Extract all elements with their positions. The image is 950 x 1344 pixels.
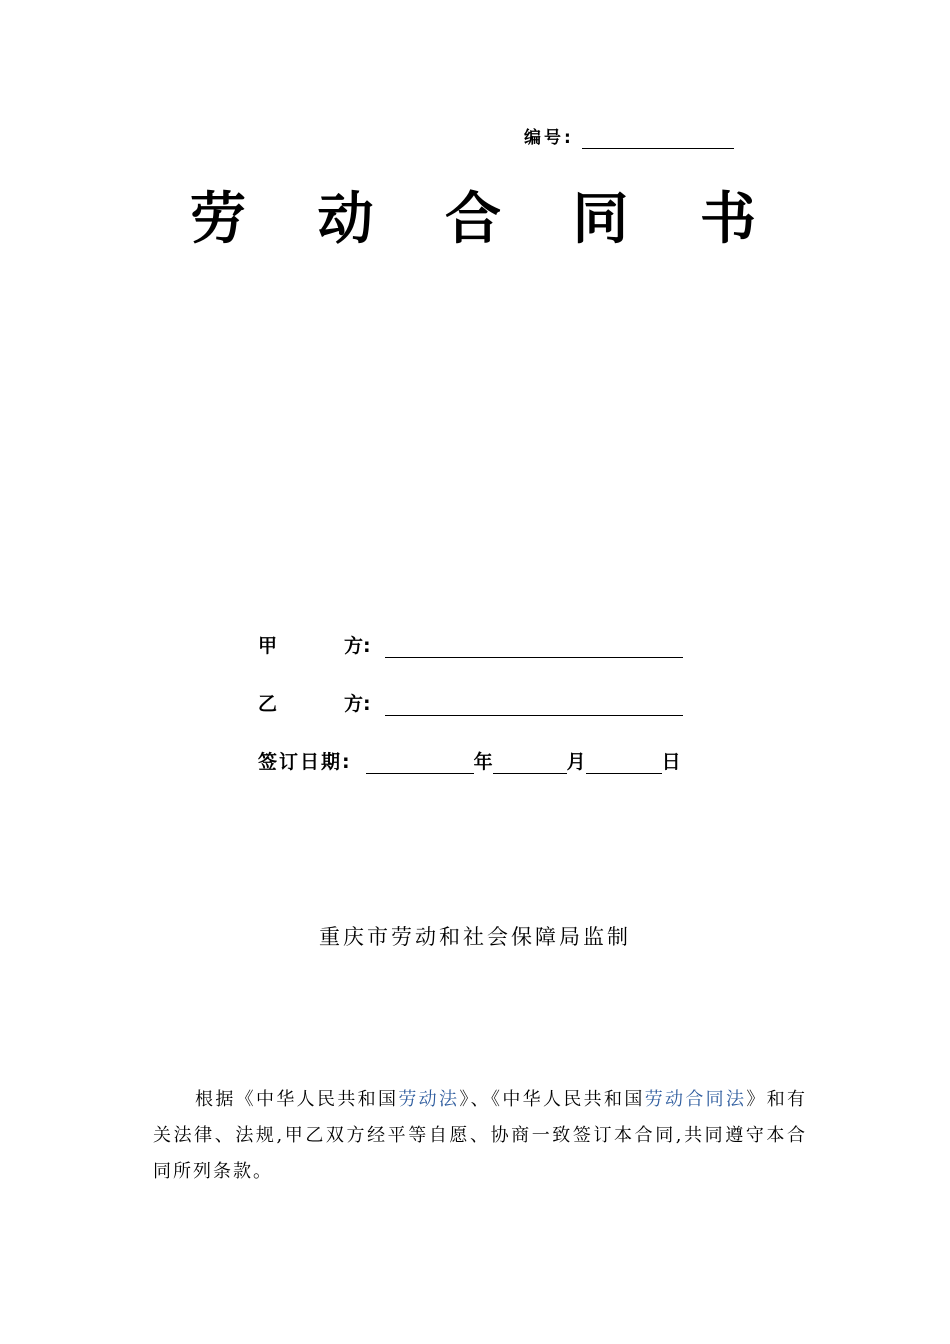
party-a-row [258,630,683,658]
supervisor-text: 重庆市劳动和社会保障局监制 [319,925,631,949]
preamble-text-3: 》和有关法律、法规,甲乙双方经平等自愿、协商一致签订本合同,共同遵守本合同所列条款。 [153,1089,808,1182]
party-a-label: 甲 [258,635,278,657]
party-b-blank[interactable] [385,691,683,716]
contract-number-label: 编号: [524,128,574,148]
preamble-text-1: 根据《中华人民共和国 [195,1089,399,1110]
document-title: 劳 动 合 同 书 [190,187,782,252]
signing-year-blank[interactable] [366,749,474,774]
signing-date-label: 签订日期: [258,751,352,773]
party-a-blank[interactable] [385,633,683,658]
signing-day-unit: 日 [661,751,681,773]
labor-law-link[interactable]: 劳动法 [398,1089,460,1110]
preamble-text-2: 》、《中华人民共和国 [459,1089,645,1110]
contract-number-blank[interactable] [582,128,734,149]
signing-month-blank[interactable] [493,749,567,774]
signing-date-row [258,746,681,774]
signing-day-blank[interactable] [586,749,662,774]
labor-contract-law-link[interactable]: 劳动合同法 [644,1089,747,1110]
party-b-label: 乙 [258,693,278,715]
party-a-label-suffix: 方: [344,635,371,657]
signing-year-unit: 年 [473,751,493,773]
party-b-row [258,688,683,716]
party-b-label-suffix: 方: [344,693,371,715]
preamble-paragraph [153,1082,807,1190]
signing-month-unit: 月 [566,751,586,773]
contract-number-row [524,125,734,149]
